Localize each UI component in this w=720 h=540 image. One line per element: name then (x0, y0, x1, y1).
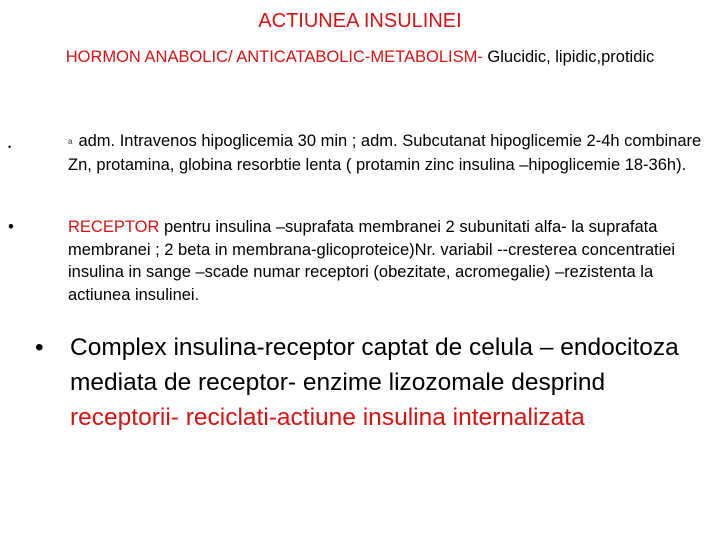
bullet-text (68, 216, 708, 306)
bullet-dot: • (8, 142, 12, 152)
bullet-administration-text: adm. Intravenos hipoglicemia 30 min ; adm. Subcutanat hipoglicemie 2-4h combinare Zn, protamina, globina resorbtie lenta ( protamin zinc insulina –hipoglicemie 18-36h). (68, 132, 702, 174)
bullet-dot: • (8, 218, 14, 236)
bullet-receptor (8, 216, 708, 306)
bullet-dot: • (35, 334, 44, 361)
bullet-text (68, 130, 708, 176)
bullet-administration (8, 130, 708, 176)
bullet-complex-red-text: receptorii- reciclati-actiune insulina internalizata (70, 404, 585, 431)
bullet-complex-text: Complex insulina-receptor captat de celula – endocitoza mediata de receptor- enzime lizozomale desprind (70, 334, 679, 396)
bullet-text (70, 330, 690, 435)
slide-subtitle (60, 45, 660, 69)
bullet-receptor-text: pentru insulina –suprafata membranei 2 subunitati alfa- la suprafata membranei ; 2 beta in membrana-glicoproteice)Nr. variabil --cresterea concentratiei insulina in sange –scade numar receptori (obezitate, acromegalie) –rezistenta la actiunea insulinei. (68, 218, 676, 304)
bullet-complex (35, 330, 715, 435)
subtitle-red-part: HORMON ANABOLIC/ ANTICATABOLIC-METABOLISM- (65, 48, 483, 66)
slide-title: ACTIUNEA INSULINEI (258, 10, 462, 32)
mini-marker: a (68, 137, 73, 146)
subtitle-black-part: Glucidic, lipidic,protidic (482, 48, 655, 66)
receptor-keyword: RECEPTOR (68, 218, 160, 236)
